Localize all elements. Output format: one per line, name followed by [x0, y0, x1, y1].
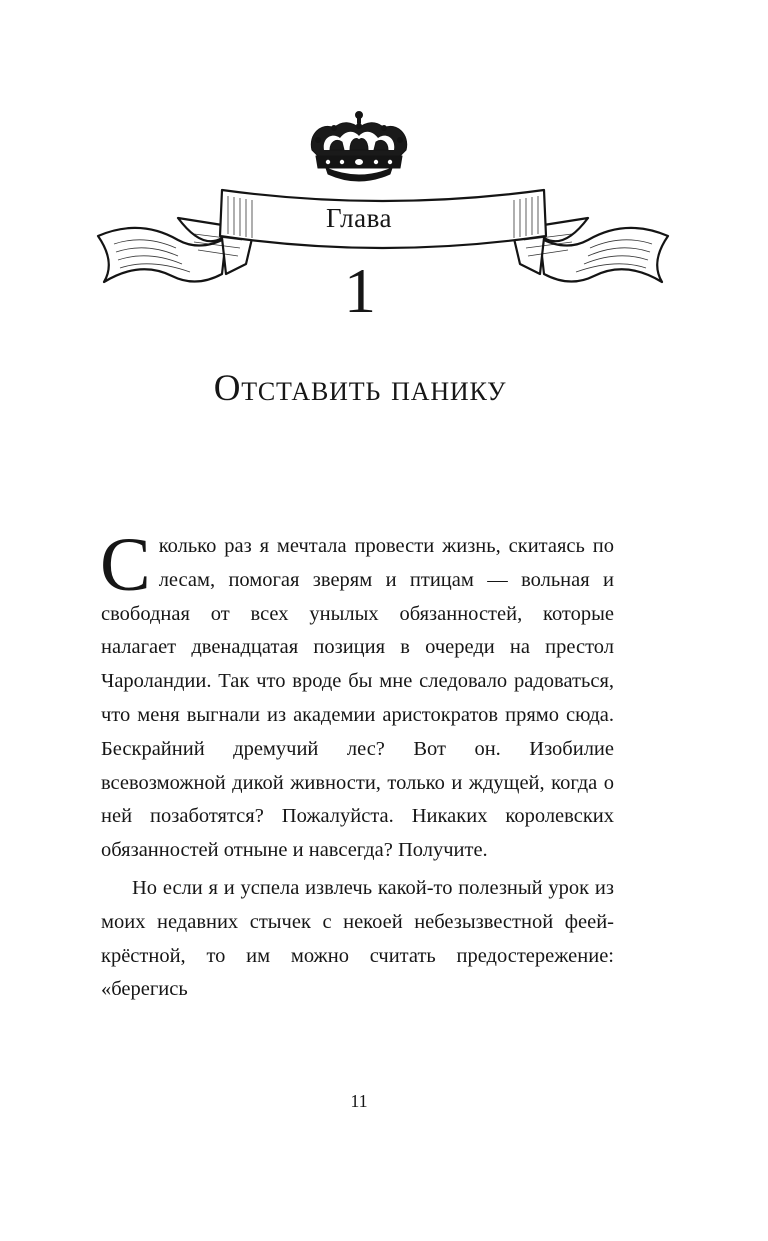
chapter-number: 1 [344, 255, 376, 326]
paragraph-1-text: колько раз я мечтала провести жизнь, скитаясь по лесам, помогая зверям и птицам — вольная и свободная от всех унылых обязанностей, которые налагает двенадцатая позиция в очереди на престол Чароландии. Так что вроде бы мне следовало радоваться, что меня выгнали из академии аристократов прямо сюда. Бескрайний дремучий лес? Вот он. Изобилие всевозможной дикой живности, только и ждущей, когда о ней позаботятся? Пожалуйста. Никаких королевских обязанностей отныне и навсегда? Получите. [101, 535, 614, 862]
crown-icon [304, 110, 414, 188]
chapter-title: Отставить панику [213, 368, 507, 409]
drop-cap: С [100, 523, 151, 607]
chapter-label: Глава [326, 203, 392, 233]
page-number: 11 [350, 1091, 368, 1111]
paragraph-1 [100, 523, 614, 868]
paragraph-2: Но если я и успела извлечь какой-то полезный урок из моих недавних стычек с некоей небезызвестной феей-крёстной, то им можно считать предостережение: «берегись [101, 876, 614, 1001]
body-text [100, 523, 614, 1007]
